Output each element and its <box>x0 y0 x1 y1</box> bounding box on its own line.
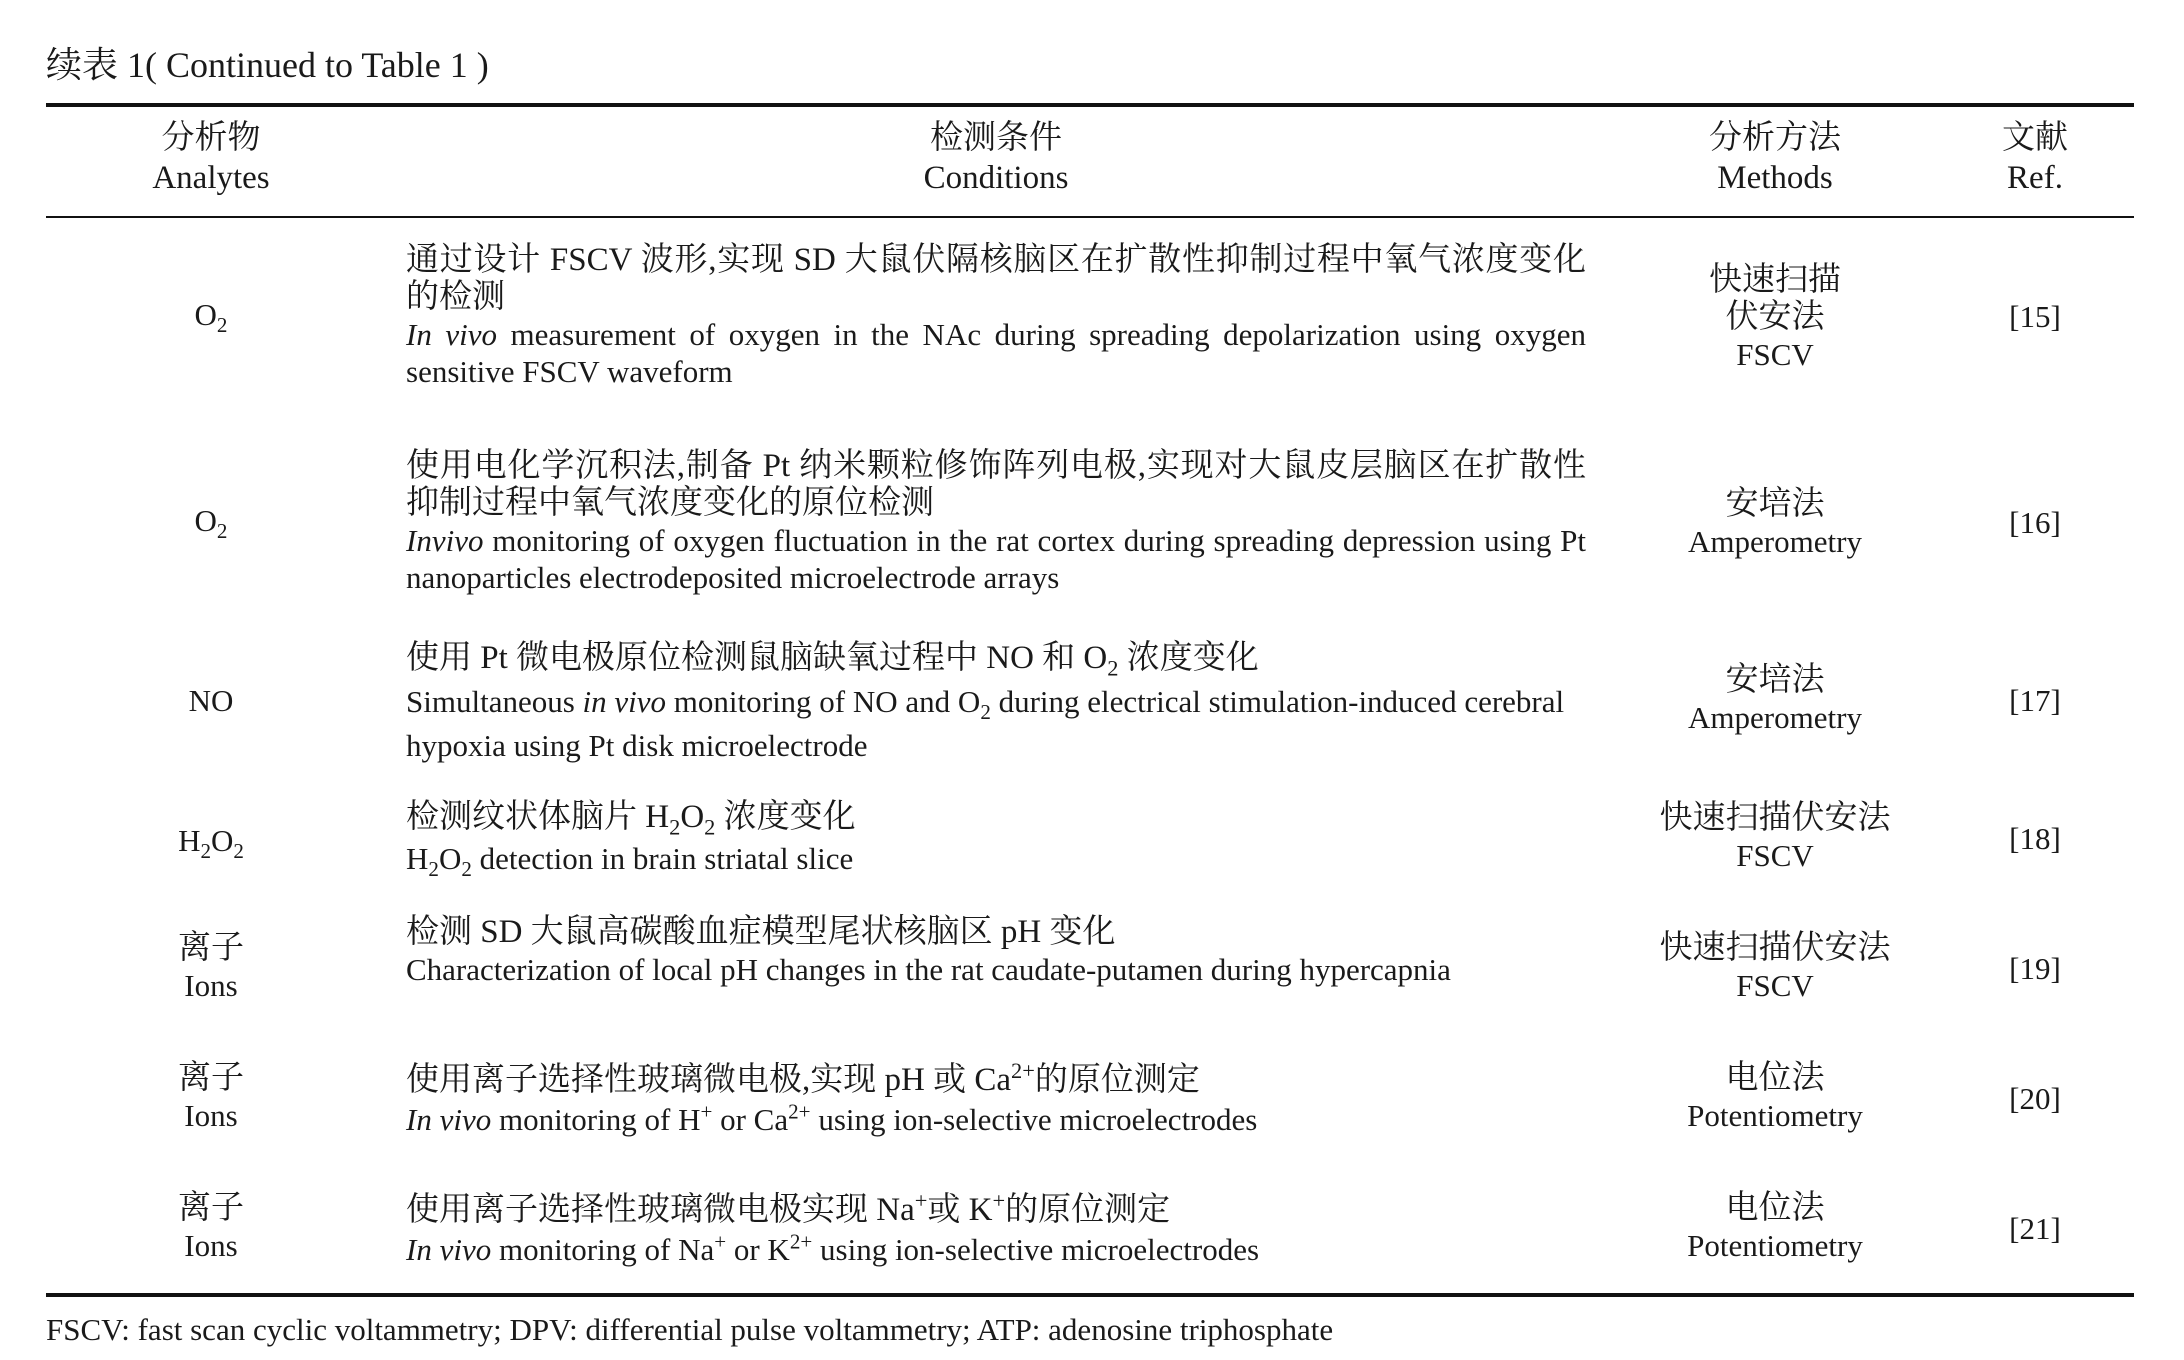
conditions-zh: 使用电化学沉积法,制备 Pt 纳米颗粒修饰阵列电极,实现对大鼠皮层脑区在扩散性抑制过程中氧气浓度变化的原位检测 <box>406 448 1586 521</box>
method-en: FSCV <box>1736 838 1814 873</box>
analyte-cell: $O_2$ <box>194 297 228 338</box>
analyte-cell: $O_2$ <box>194 503 228 544</box>
method-zh: 伏安法 <box>1725 299 1825 335</box>
conditions-cell <box>406 1190 1586 1270</box>
conditions-en: $H_2O_2$ detection in brain striatal slice <box>406 841 854 882</box>
conditions-zh: 通过设计 FSCV 波形,实现 SD 大鼠伏隔核脑区在扩散性抑制过程中氧气浓度变化的检测 <box>406 242 1586 315</box>
analyte-en: Ions <box>184 1228 238 1263</box>
conditions-cell <box>406 636 1586 768</box>
conditions-en: Simultaneous in vivo monitoring of NO and $O_2$ during electrical stimulation-induced cerebral hypoxia using Pt disk microelectrode <box>406 684 1565 763</box>
method-en: Potentiometry <box>1687 1098 1863 1133</box>
analyte-en: Ions <box>184 1098 238 1133</box>
table-footnote: FSCV: fast scan cyclic voltammetry; DPV: differential pulse voltammetry; ATP: adenosine triphosphate <box>46 1312 1334 1347</box>
conditions-zh: 检测 SD 大鼠高碳酸血症模型尾状核脑区 pH 变化 <box>406 914 1116 950</box>
conditions-en: In vivo measurement of oxygen in the NAc during spreading depolarization using oxygen sensitive FSCV waveform <box>406 317 1586 389</box>
header-ref-zh: 文献 <box>2002 120 2068 156</box>
method-zh: 快速扫描伏安法 <box>1659 800 1891 836</box>
analyte-cell <box>46 1190 376 1264</box>
conditions-cell <box>406 796 1586 880</box>
method-zh: 电位法 <box>1725 1190 1825 1226</box>
conditions-zh: 使用离子选择性玻璃微电极实现 Na+或 K+的原位测定 <box>406 1188 1171 1228</box>
header-conditions-en: Conditions <box>923 160 1069 196</box>
method-cell <box>1610 1190 1940 1264</box>
analyte-zh: 离子 <box>178 930 244 966</box>
header-ref-en: Ref. <box>2007 160 2063 196</box>
conditions-zh: 使用 Pt 微电极原位检测鼠脑缺氧过程中 NO 和 $O_2$ 浓度变化 <box>406 640 1259 681</box>
table-caption: 续表 1( Continued to Table 1 ) <box>46 45 489 85</box>
conditions-cell <box>406 1060 1586 1140</box>
conditions-cell <box>406 914 1586 988</box>
header-analytes <box>46 118 376 198</box>
header-analytes-zh: 分析物 <box>161 120 261 156</box>
analyte-zh: 离子 <box>178 1060 244 1096</box>
ref-cell: [19] <box>2009 951 2061 986</box>
method-en: Amperometry <box>1688 700 1862 735</box>
ref-cell: [21] <box>2009 1211 2061 1246</box>
method-cell <box>1610 1060 1940 1134</box>
header-methods <box>1610 118 1940 198</box>
header-analytes-en: Analytes <box>152 160 270 196</box>
ref-cell: [20] <box>2009 1081 2061 1116</box>
header-methods-en: Methods <box>1717 160 1833 196</box>
conditions-en: Invivo monitoring of oxygen fluctuation in the rat cortex during spreading depression using Pt nanoparticles electrodeposited microelectrode arrays <box>406 523 1586 595</box>
analyte-cell: NO <box>188 683 234 718</box>
method-en: FSCV <box>1736 337 1814 372</box>
conditions-zh: 检测纹状体脑片 $H_2O_2$ 浓度变化 <box>406 799 856 840</box>
header-rule <box>46 216 2134 218</box>
ref-cell: [15] <box>2009 299 2061 334</box>
analyte-cell <box>46 930 376 1004</box>
method-en: Potentiometry <box>1687 1228 1863 1263</box>
conditions-cell <box>406 448 1586 596</box>
header-ref <box>1960 118 2110 198</box>
ref-cell: [16] <box>2009 505 2061 540</box>
conditions-en: Characterization of local pH changes in the rat caudate-putamen during hypercapnia <box>406 952 1451 987</box>
header-conditions-zh: 检测条件 <box>930 120 1062 156</box>
ref-cell: [18] <box>2009 821 2061 856</box>
analyte-zh: 离子 <box>178 1190 244 1226</box>
method-zh: 电位法 <box>1725 1060 1825 1096</box>
method-zh: 快速扫描伏安法 <box>1659 930 1891 966</box>
analyte-en: Ions <box>184 968 238 1003</box>
header-methods-zh: 分析方法 <box>1709 120 1841 156</box>
analyte-cell <box>46 1060 376 1134</box>
analyte-cell: $H_2O_2$ <box>178 823 244 864</box>
method-cell <box>1610 262 1940 373</box>
header-conditions <box>406 118 1586 198</box>
conditions-en: In vivo monitoring of Na+ or $K^{2+}$ using ion-selective microelectrodes <box>406 1229 1260 1267</box>
method-zh: 快速扫描 <box>1709 262 1841 298</box>
method-zh: 安培法 <box>1725 662 1825 698</box>
method-cell <box>1610 800 1940 874</box>
method-cell <box>1610 662 1940 736</box>
method-cell <box>1610 486 1940 560</box>
method-en: Amperometry <box>1688 524 1862 559</box>
method-zh: 安培法 <box>1725 486 1825 522</box>
ref-cell: [17] <box>2009 683 2061 718</box>
conditions-zh: 使用离子选择性玻璃微电极,实现 pH 或 $Ca^{2+}$的原位测定 <box>406 1058 1200 1098</box>
conditions-en: In vivo monitoring of H+ or $Ca^{2+}$ using ion-selective microelectrodes <box>406 1099 1258 1137</box>
top-rule <box>46 103 2134 107</box>
conditions-cell <box>406 242 1586 390</box>
bottom-rule <box>46 1293 2134 1297</box>
method-cell <box>1610 930 1940 1004</box>
method-en: FSCV <box>1736 968 1814 1003</box>
